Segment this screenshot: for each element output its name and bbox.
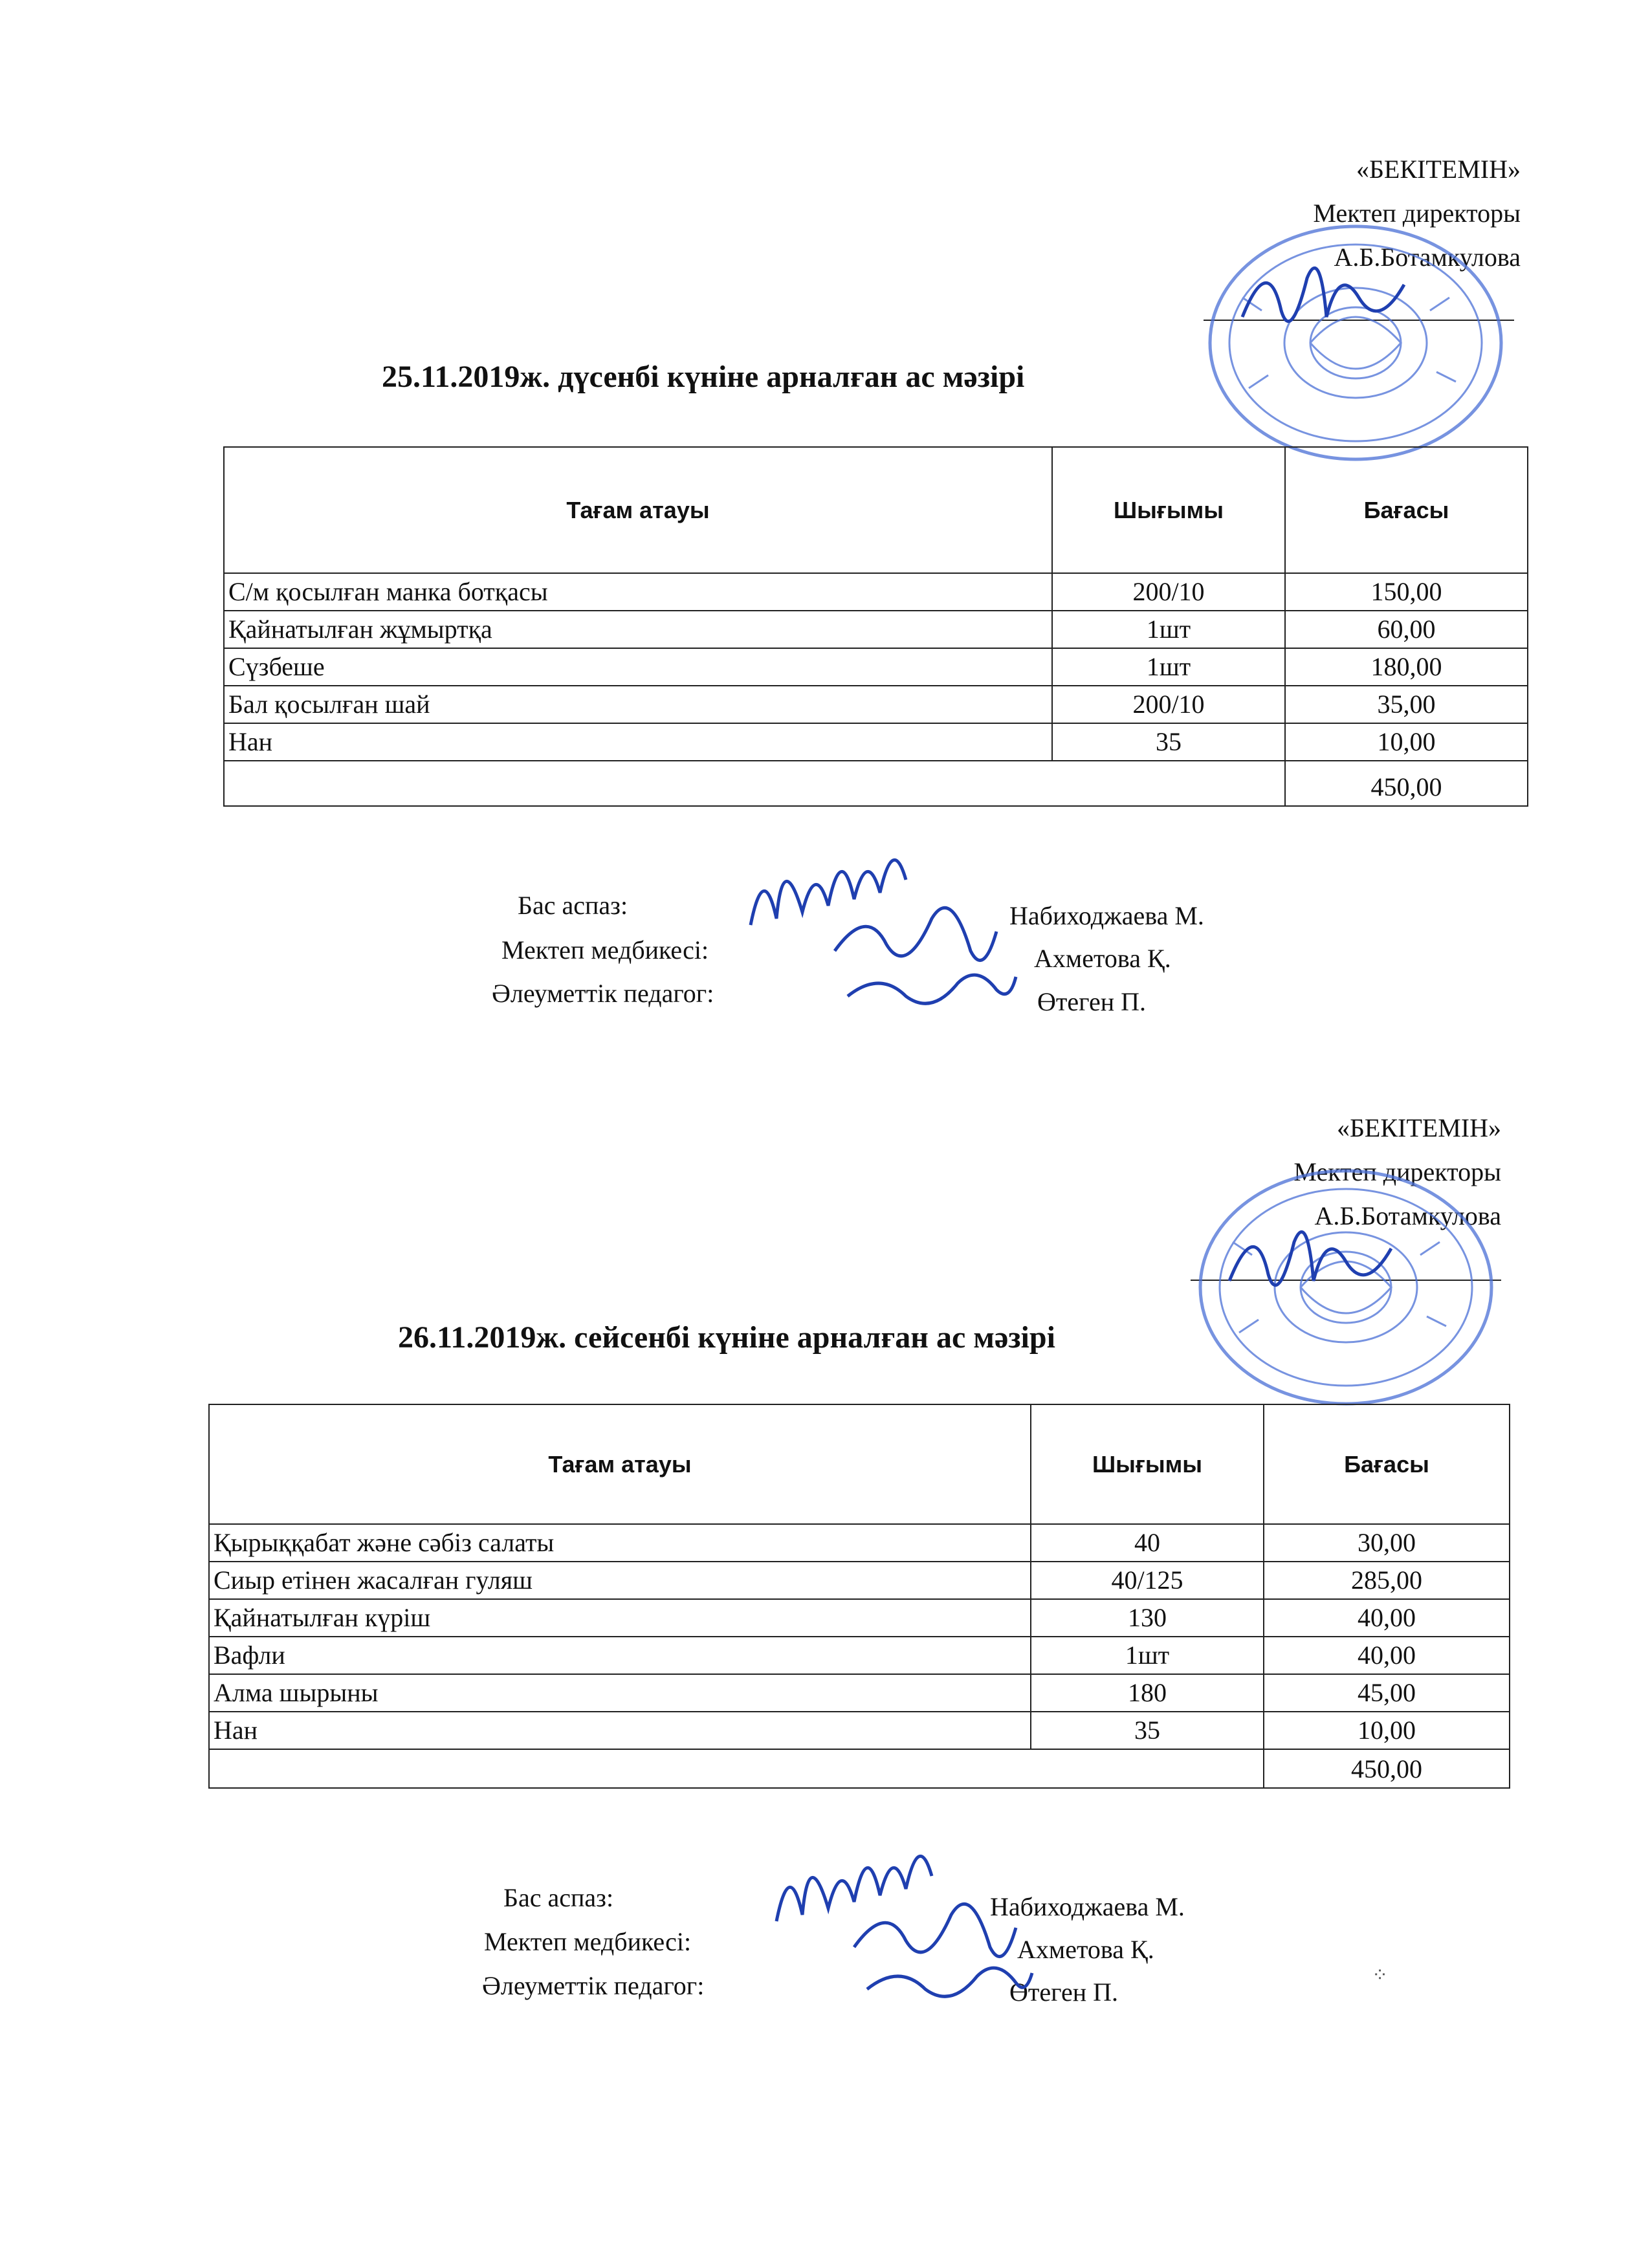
dish-yield: 35 xyxy=(1052,723,1285,761)
menu-table-1 xyxy=(223,446,1528,807)
dish-name: Қайнатылған жұмыртқа xyxy=(224,611,1052,648)
table-row xyxy=(224,611,1528,648)
table-total-row xyxy=(224,761,1528,806)
signature-label: Әлеуметтік педагог: xyxy=(482,1971,705,2000)
dish-name: Нан xyxy=(209,1712,1031,1749)
signature-label: Бас аспаз: xyxy=(503,1883,614,1912)
approve-name: А.Б.Ботамкулова xyxy=(1334,243,1521,272)
table-row xyxy=(209,1524,1510,1562)
total-empty-cell xyxy=(209,1749,1264,1788)
dish-price: 40,00 xyxy=(1264,1637,1510,1674)
dish-yield: 200/10 xyxy=(1052,573,1285,611)
table-row xyxy=(209,1674,1510,1712)
dish-yield: 200/10 xyxy=(1052,686,1285,723)
approve-heading: «БЕКІТЕМІН» xyxy=(1336,1113,1501,1142)
total-price: 450,00 xyxy=(1285,761,1528,806)
menu-title-1: 25.11.2019ж. дүсенбі күніне арналған ас мәзірі xyxy=(382,360,1025,394)
signature-label: Бас аспаз: xyxy=(518,891,628,920)
dish-name: Алма шырыны xyxy=(209,1674,1031,1712)
menu-table-2 xyxy=(208,1404,1510,1789)
dish-yield: 1шт xyxy=(1052,648,1285,686)
dish-name: Нан xyxy=(224,723,1052,761)
dish-name: С/м қосылған манка ботқасы xyxy=(224,573,1052,611)
dish-yield: 130 xyxy=(1031,1599,1264,1637)
approve-heading: «БЕКІТЕМІН» xyxy=(1356,155,1521,184)
dish-yield: 35 xyxy=(1031,1712,1264,1749)
signature-label: Мектеп медбикесі: xyxy=(484,1927,692,1956)
signature-person: Ахметова Қ. xyxy=(1034,944,1171,973)
dish-price: 60,00 xyxy=(1285,611,1528,648)
dish-price: 45,00 xyxy=(1264,1674,1510,1712)
dish-yield: 180 xyxy=(1031,1674,1264,1712)
table-total-row xyxy=(209,1749,1510,1788)
approval-block-1 xyxy=(1313,147,1521,279)
dish-price: 180,00 xyxy=(1285,648,1528,686)
approve-role: Мектеп директоры xyxy=(1313,199,1521,228)
header-yield: Шығымы xyxy=(1031,1404,1264,1524)
dish-name: Бал қосылған шай xyxy=(224,686,1052,723)
header-name: Тағам атауы xyxy=(224,447,1052,573)
signature-label: Мектеп медбикесі: xyxy=(501,935,709,965)
signature-person: Набиходжаева М. xyxy=(1009,901,1204,930)
dish-price: 150,00 xyxy=(1285,573,1528,611)
table-row xyxy=(224,573,1528,611)
table-row xyxy=(224,648,1528,686)
handwritten-signature-icon xyxy=(738,822,1022,1029)
dish-price: 10,00 xyxy=(1264,1712,1510,1749)
table-row xyxy=(209,1599,1510,1637)
dish-price: 285,00 xyxy=(1264,1562,1510,1599)
signature-person: Набиходжаева М. xyxy=(990,1892,1185,1921)
dish-name: Сүзбеше xyxy=(224,648,1052,686)
approval-block-2 xyxy=(1293,1106,1501,1238)
approve-role: Мектеп директоры xyxy=(1293,1157,1501,1186)
approval-rule-1 xyxy=(1204,320,1514,321)
total-empty-cell xyxy=(224,761,1285,806)
dish-name: Вафли xyxy=(209,1637,1031,1674)
total-price: 450,00 xyxy=(1264,1749,1510,1788)
table-row xyxy=(224,723,1528,761)
header-price: Бағасы xyxy=(1285,447,1528,573)
dish-price: 30,00 xyxy=(1264,1524,1510,1562)
dish-yield: 1шт xyxy=(1052,611,1285,648)
dish-price: 40,00 xyxy=(1264,1599,1510,1637)
dish-yield: 40/125 xyxy=(1031,1562,1264,1599)
signature-person: Өтеген П. xyxy=(1009,1978,1119,2007)
signature-label: Әлеуметтік педагог: xyxy=(492,979,714,1008)
dish-price: 35,00 xyxy=(1285,686,1528,723)
menu-title-2: 26.11.2019ж. сейсенбі күніне арналған ас мәзірі xyxy=(398,1320,1055,1355)
header-yield: Шығымы xyxy=(1052,447,1285,573)
dish-price: 10,00 xyxy=(1285,723,1528,761)
header-name: Тағам атауы xyxy=(209,1404,1031,1524)
table-header-row xyxy=(209,1404,1510,1524)
table-row xyxy=(209,1712,1510,1749)
approve-name: А.Б.Ботамкулова xyxy=(1314,1201,1501,1230)
signature-person: Ахметова Қ. xyxy=(1017,1935,1154,1964)
dish-yield: 1шт xyxy=(1031,1637,1264,1674)
approval-rule-2 xyxy=(1191,1280,1501,1281)
dish-yield: 40 xyxy=(1031,1524,1264,1562)
signature-person: Өтеген П. xyxy=(1037,987,1147,1016)
dish-name: Қырыққабат және сәбіз салаты xyxy=(209,1524,1031,1562)
dish-name: Сиыр етінен жасалған гуляш xyxy=(209,1562,1031,1599)
table-row xyxy=(224,686,1528,723)
table-row xyxy=(209,1562,1510,1599)
table-row xyxy=(209,1637,1510,1674)
dish-name: Қайнатылған күріш xyxy=(209,1599,1031,1637)
header-price: Бағасы xyxy=(1264,1404,1510,1524)
table-header-row xyxy=(224,447,1528,573)
scan-speck-icon: ⁘ xyxy=(1372,1965,1389,1986)
